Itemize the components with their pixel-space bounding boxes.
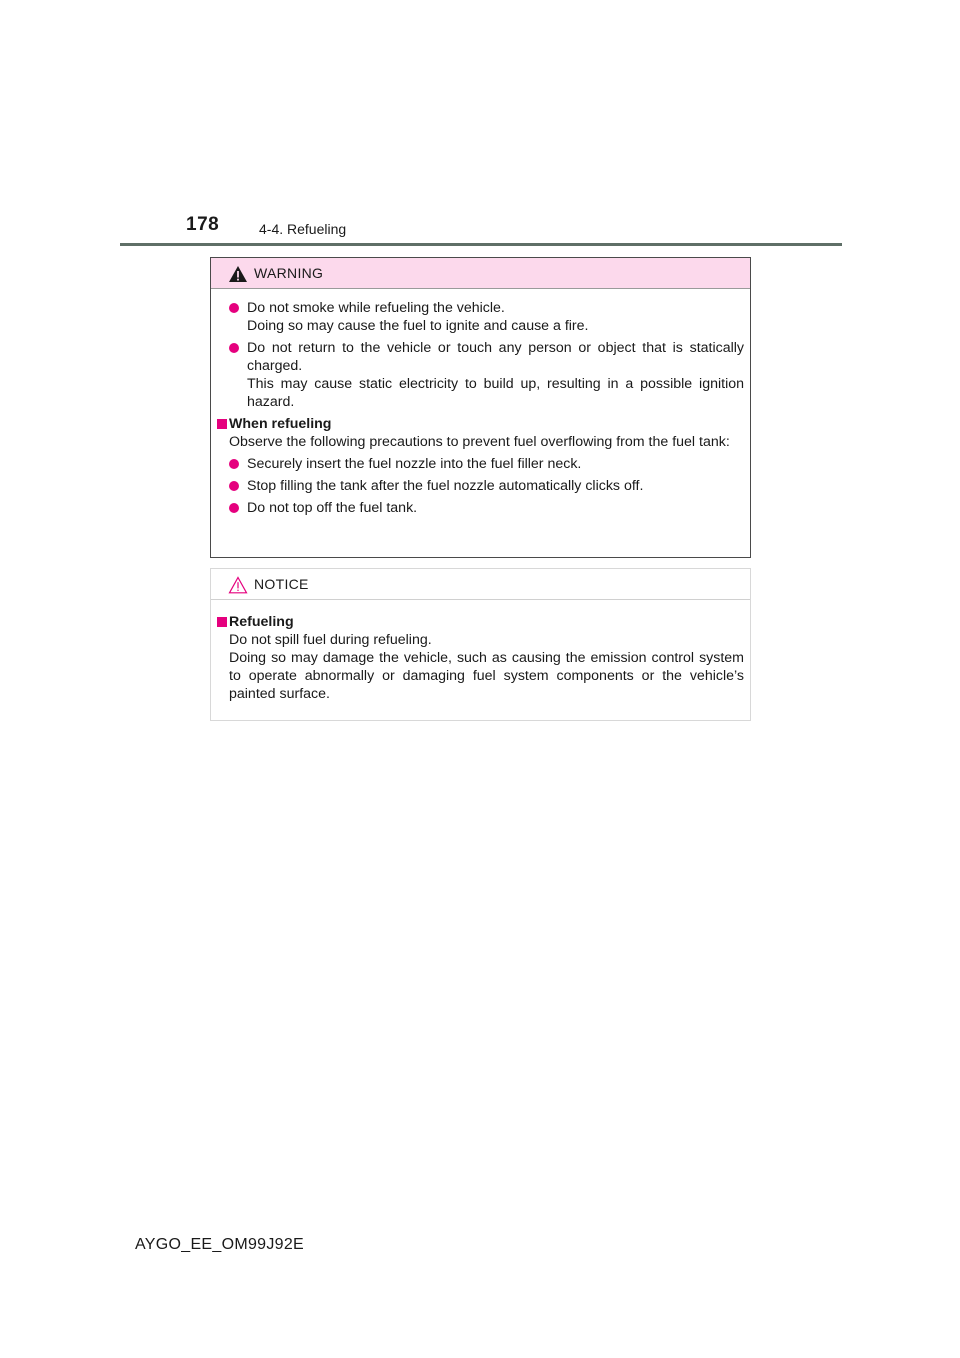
warning-subitem — [229, 499, 744, 517]
circle-bullet-icon — [229, 503, 239, 513]
warning-subitem-text: Stop filling the tank after the fuel nozzle automatically clicks off. — [247, 478, 644, 494]
warning-header — [211, 258, 750, 289]
circle-bullet-icon — [229, 459, 239, 469]
warning-item-text: Doing so may cause the fuel to ignite and cause a fire. — [247, 318, 589, 334]
warning-item-text: This may cause static electricity to build up, resulting in a possible ignition hazard. — [247, 376, 744, 410]
header-divider — [120, 243, 842, 246]
warning-label: WARNING — [254, 265, 324, 281]
document-code: AYGO_EE_OM99J92E — [135, 1236, 305, 1253]
square-bullet-icon — [217, 419, 227, 429]
caution-outline-icon — [228, 576, 248, 594]
warning-subitem — [229, 477, 744, 495]
circle-bullet-icon — [229, 481, 239, 491]
notice-item — [217, 613, 744, 703]
warning-subsection — [217, 415, 744, 451]
warning-subitem — [229, 455, 744, 473]
notice-heading: Refueling — [229, 614, 294, 630]
notice-header — [211, 569, 750, 600]
warning-item-static — [229, 339, 744, 411]
section-title: 4-4. Refueling — [259, 221, 347, 237]
notice-body — [211, 600, 750, 703]
warning-item-no-smoking — [229, 299, 744, 335]
warning-subitem-text: Securely insert the fuel nozzle into the fuel filler neck. — [247, 456, 582, 472]
circle-bullet-icon — [229, 303, 239, 313]
warning-item-text: Do not return to the vehicle or touch any person or object that is statically charged. — [247, 340, 744, 374]
notice-text: Doing so may damage the vehicle, such as causing the emission control system to operate abnormally or damaging fuel system components or the vehicle’s painted surface. — [229, 650, 744, 702]
warning-subitem-text: Do not top off the fuel tank. — [247, 500, 418, 516]
page-number: 178 — [186, 214, 220, 235]
notice-box — [210, 568, 751, 721]
notice-label: NOTICE — [254, 576, 309, 592]
square-bullet-icon — [217, 617, 227, 627]
subsection-heading: When refueling — [229, 416, 332, 432]
warning-item-text: Do not smoke while refueling the vehicle. — [247, 300, 505, 316]
warning-triangle-icon — [228, 265, 248, 283]
warning-box — [210, 257, 751, 558]
notice-text: Do not spill fuel during refueling. — [229, 632, 432, 648]
warning-body — [211, 289, 750, 517]
page-header — [0, 0, 960, 250]
circle-bullet-icon — [229, 343, 239, 353]
subsection-intro: Observe the following precautions to prevent fuel overflowing from the fuel tank: — [229, 434, 730, 450]
